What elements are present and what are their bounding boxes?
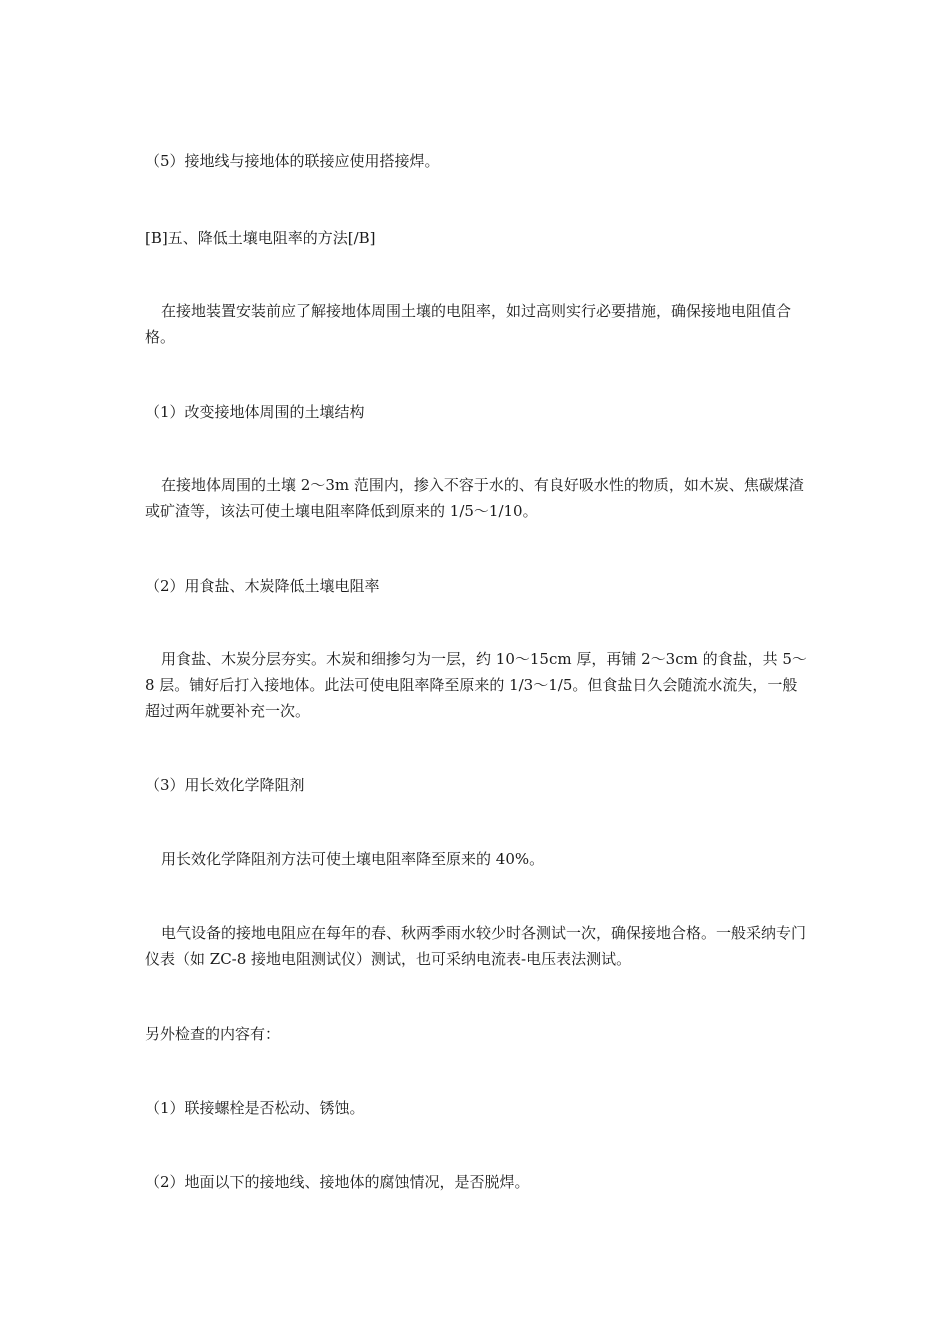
subheading-salt-charcoal: （2）用食盐、木炭降低土壤电阻率	[145, 577, 380, 595]
section-heading-reduce-resistivity: [B]五、降低土壤电阻率的方法[/B]	[145, 229, 376, 247]
paragraph-change-soil-structure: 在接地体周围的土壤 2～3m 范围内，掺入不容于水的、有良好吸水性的物质，如木炭、焦碳煤渣或矿渣等，该法可使土壤电阻率降低到原来的 1/5～1/10。	[145, 476, 804, 520]
paragraph-chemical-agent: 用长效化学降阻剂方法可使土壤电阻率降至原来的 40%。	[161, 850, 545, 868]
list-item-corrosion: （2）地面以下的接地线、接地体的腐蚀情况，是否脱焊。	[145, 1173, 530, 1191]
paragraph-salt-charcoal: 用食盐、木炭分层夯实。木炭和细掺匀为一层，约 10～15cm 厚，再铺 2～3cm 的食盐，共 5～8 层。铺好后打入接地体。此法可使电阻率降至原来的 1/3～1/5。但食盐日久会随流水流失，一般超过两年就要补充一次。	[145, 650, 807, 720]
paragraph-intro: 在接地装置安装前应了解接地体周围土壤的电阻率，如过高则实行必要措施，确保接地电阻值合格。	[145, 302, 792, 346]
subheading-change-soil-structure: （1）改变接地体周围的土壤结构	[145, 403, 365, 421]
list-item-bolts: （1）联接螺栓是否松动、锈蚀。	[145, 1099, 365, 1117]
paragraph-inspection-intro: 另外检查的内容有：	[145, 1025, 281, 1043]
paragraph-testing: 电气设备的接地电阻应在每年的春、秋两季雨水较少时各测试一次，确保接地合格。一般采纳专门仪表（如 ZC-8 接地电阻测试仪）测试，也可采纳电流表-电压表法测试。	[145, 924, 807, 968]
paragraph-weld-connection: （5）接地线与接地体的联接应使用搭接焊。	[145, 152, 440, 170]
subheading-chemical-agent: （3）用长效化学降阻剂	[145, 776, 305, 794]
